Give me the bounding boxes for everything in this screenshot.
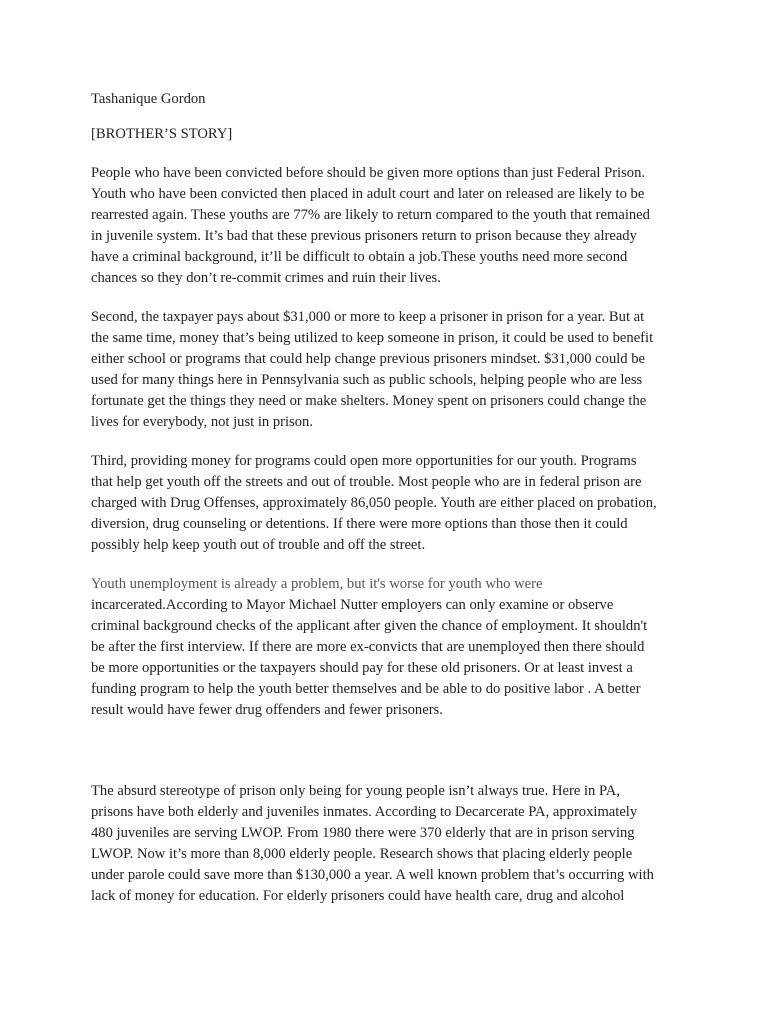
text-line: be after the first interview. If there are more ex-convicts that are unemployed then there should — [91, 639, 645, 655]
author-name: Tashanique Gordon — [91, 91, 206, 107]
document-body — [91, 89, 681, 925]
text-line: be more opportunities or the taxpayers should pay for these old prisoners. Or at least invest a — [91, 660, 633, 676]
text-line: possibly help keep youth out of trouble and off the street. — [91, 537, 426, 553]
text-line: Youth unemployment is already a problem, but it's worse for youth who were — [91, 576, 543, 592]
text-line: charged with Drug Offenses, approximately 86,050 people. Youth are either placed on probation, — [91, 495, 657, 511]
paragraph-5 — [91, 781, 681, 907]
text-line: The absurd stereotype of prison only being for young people isn’t always true. Here in PA, — [91, 783, 620, 799]
text-line: that help get youth off the streets and out of trouble. Most people who are in federal prison are — [91, 474, 642, 490]
text-line: have a criminal background, it’ll be difficult to obtain a job.These youths need more second — [91, 249, 628, 265]
text-line: chances so they don’t re-commit crimes and ruin their lives. — [91, 270, 441, 286]
text-line: fortunate get the things they need or make shelters. Money spent on prisoners could change the — [91, 393, 647, 409]
paragraph-2 — [91, 307, 681, 433]
paragraph-4 — [91, 574, 681, 721]
text-line: lives for everybody, not just in prison. — [91, 414, 313, 430]
paragraph-1 — [91, 163, 681, 289]
text-line: Third, providing money for programs could open more opportunities for our youth. Programs — [91, 453, 637, 469]
text-line: incarcerated.According to Mayor Michael Nutter employers can only examine or observe — [91, 597, 614, 613]
text-line: criminal background checks of the applicant after given the chance of employment. It shouldn't — [91, 618, 648, 634]
blank-space — [91, 739, 681, 781]
paragraph-3 — [91, 451, 681, 556]
text-line: the same time, money that’s being utilized to keep someone in prison, it could be used to benefit — [91, 330, 654, 346]
text-line: Second, the taxpayer pays about $31,000 or more to keep a prisoner in prison for a year. But at — [91, 309, 645, 325]
text-line: in juvenile system. It’s bad that these previous prisoners return to prison because they already — [91, 228, 637, 244]
document-heading: [BROTHER’S STORY] — [91, 126, 233, 142]
text-line: Youth who have been convicted then placed in adult court and later on released are likely to be — [91, 186, 645, 202]
text-line: diversion, drug counseling or detentions. If there were more options than those then it could — [91, 516, 628, 532]
text-line: LWOP. Now it’s more than 8,000 elderly people. Research shows that placing elderly people — [91, 846, 633, 862]
text-line: rearrested again. These youths are 77% are likely to return compared to the youth that remained — [91, 207, 650, 223]
text-line: prisons have both elderly and juveniles inmates. According to Decarcerate PA, approximately — [91, 804, 638, 820]
text-line: used for many things here in Pennsylvania such as public schools, helping people who are less — [91, 372, 643, 388]
text-line: funding program to help the youth better themselves and be able to do positive labor . A better — [91, 681, 641, 697]
text-line: lack of money for education. For elderly prisoners could have health care, drug and alcohol — [91, 888, 625, 904]
text-line: 480 juveniles are serving LWOP. From 1980 there were 370 elderly that are in prison serving — [91, 825, 635, 841]
text-line: People who have been convicted before should be given more options than just Federal Prison. — [91, 165, 646, 181]
text-line: either school or programs that could help change previous prisoners mindset. $31,000 could be — [91, 351, 646, 367]
text-line: under parole could save more than $130,000 a year. A well known problem that’s occurring with — [91, 867, 654, 883]
text-line: result would have fewer drug offenders and fewer prisoners. — [91, 702, 443, 718]
